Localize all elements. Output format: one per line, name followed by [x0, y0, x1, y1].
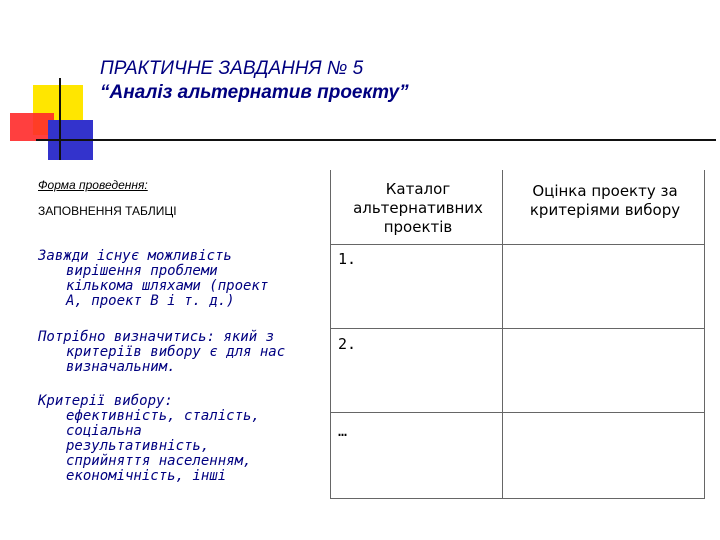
- paragraph-decide: [38, 330, 318, 375]
- table-border-bottom: [330, 498, 705, 499]
- paragraph-line: визначальним.: [66, 359, 176, 375]
- table-row-divider: [330, 412, 705, 413]
- paragraph-line: економічність, інші: [66, 468, 227, 484]
- paragraph-line: вирішення проблеми: [66, 263, 218, 279]
- paragraph-line: результативність,: [66, 438, 210, 454]
- table-border-left: [330, 170, 331, 499]
- paragraph-criteria: [38, 394, 318, 484]
- table-row-divider: [330, 244, 705, 245]
- paragraph-line: Критерії вибору:: [38, 393, 173, 409]
- paragraph-line: кількома шляхами (проект: [66, 278, 269, 294]
- table-header-catalog: Каталог альтернативних проектів: [353, 180, 483, 236]
- paragraph-possibility: [38, 249, 318, 309]
- fill-label: ЗАПОВНЕННЯ ТАБЛИЦІ: [38, 204, 177, 218]
- table-row-number: 1.: [338, 250, 357, 268]
- paragraph-line: сприйняття населенням,: [66, 453, 252, 469]
- title-line-1: ПРАКТИЧНЕ ЗАВДАННЯ № 5: [100, 58, 364, 79]
- table-row-number: …: [338, 422, 348, 440]
- paragraph-line: критеріїв вибору є для нас: [66, 344, 286, 360]
- table-row-divider: [330, 328, 705, 329]
- title-underline: [36, 139, 716, 141]
- paragraph-line: Потрібно визначитись: який з: [38, 329, 275, 345]
- decor-vertical-line: [59, 78, 61, 160]
- paragraph-line: ефективність, сталість,: [66, 408, 260, 424]
- form-label: Форма проведення:: [38, 178, 148, 192]
- table-header-evaluation: Оцінка проекту за критеріями вибору: [529, 182, 681, 219]
- table-row-number: 2.: [338, 335, 357, 353]
- paragraph-line: Завжди існує можливість: [38, 248, 232, 264]
- paragraph-line: А, проект В і т. д.): [66, 293, 235, 309]
- title-line-2: “Аналіз альтернатив проекту”: [100, 82, 409, 103]
- slide-title: [100, 57, 700, 105]
- paragraph-line: соціальна: [66, 423, 142, 439]
